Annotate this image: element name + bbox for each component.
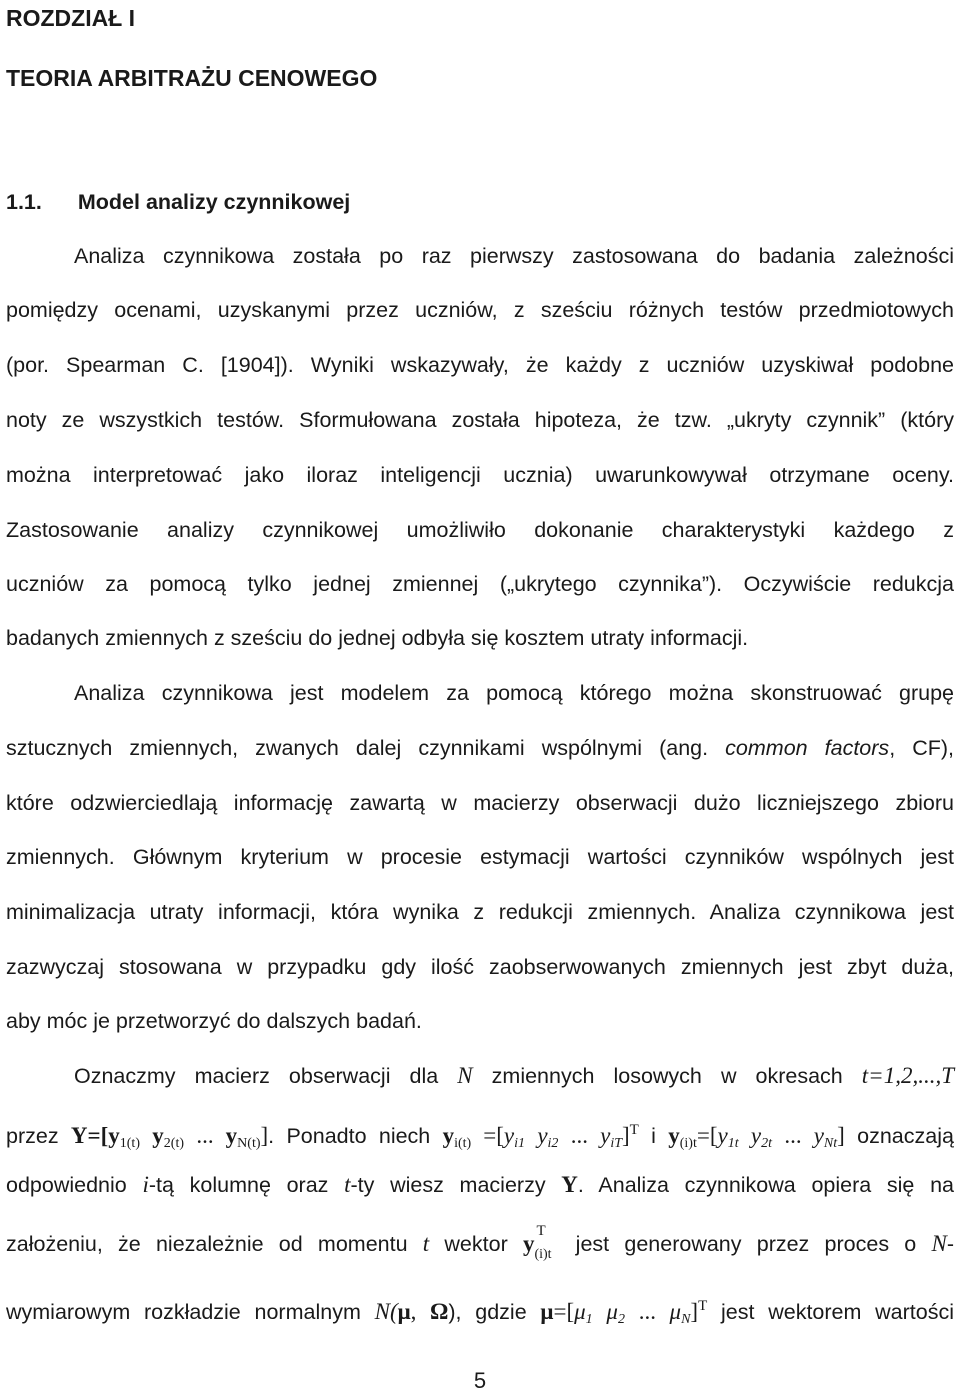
math-symbol: Y=[ — [70, 1123, 109, 1148]
paragraph-line: które odzwierciedlają informację zawartą w macierzy obserwacji dużo liczniejszego zbioru — [6, 791, 954, 815]
math-symbol: y — [442, 1123, 455, 1148]
math-subscript: 2 — [617, 1312, 625, 1327]
math-subscript: i1 — [514, 1136, 526, 1151]
math-line — [6, 1223, 954, 1262]
math-symbol: t — [422, 1231, 430, 1256]
math-subscript: N — [681, 1312, 691, 1327]
math-symbol: ] — [837, 1123, 845, 1148]
paragraph-line — [6, 734, 954, 762]
text-run: odpowiednio — [6, 1173, 143, 1197]
math-superscript: T — [536, 1223, 546, 1239]
text-run: . Analiza czynnikowa opiera się na — [577, 1173, 955, 1197]
math-subscript: 1 — [585, 1312, 593, 1327]
math-symbol: y — [522, 1231, 535, 1256]
paragraph-line: (por. Spearman C. [1904]). Wyniki wskazywały, że każdy z uczniów uzyskiwał podobne — [6, 353, 954, 377]
text-run: i — [638, 1124, 669, 1148]
math-symbol: y — [537, 1123, 548, 1148]
math-symbol: ] — [622, 1123, 630, 1148]
section-title: Model analizy czynnikowej — [77, 190, 351, 214]
math-symbol: t — [344, 1172, 351, 1197]
text-run: jest generowany przez proces o — [560, 1232, 932, 1256]
math-symbol: y — [600, 1123, 611, 1148]
paragraph-line: Analiza czynnikowa jest modelem za pomocą którego można skonstruować grupę — [74, 681, 954, 705]
text-run: ), gdzie — [448, 1300, 541, 1324]
math-line — [6, 1292, 954, 1334]
math-subscript: N(t) — [237, 1136, 261, 1151]
section-heading — [6, 188, 954, 216]
math-subscript: (i)t — [534, 1247, 552, 1262]
math-symbol: ... — [196, 1123, 226, 1148]
math-expression: t=1,2,...,T — [861, 1063, 954, 1088]
math-subscript: 1t — [727, 1136, 739, 1151]
math-symbol: N — [931, 1231, 947, 1256]
page-number: 5 — [473, 1368, 487, 1393]
paragraph-line: można interpretować jako iloraz inteligencji ucznia) uwarunkowywał otrzymane oceny. — [6, 463, 954, 487]
math-subscript: 2(t) — [163, 1136, 185, 1151]
math-subscript: (i)t — [679, 1136, 697, 1151]
text-run: wektor — [429, 1232, 523, 1256]
text-run: wymiarowym rozkładzie normalnym — [6, 1300, 375, 1324]
section-number: 1.1. — [6, 190, 42, 214]
text-run: . Ponadto niech — [268, 1124, 443, 1148]
math-symbol: =[ — [696, 1123, 718, 1148]
math-symbol: μ — [540, 1299, 554, 1324]
math-subscript: 1(t) — [119, 1136, 140, 1151]
math-symbol: , — [410, 1299, 430, 1324]
math-symbol: ] — [690, 1299, 699, 1324]
paragraph-line: noty ze wszystkich testów. Sformułowana została hipoteza, że tzw. „ukryty czynnik” (który — [6, 408, 954, 432]
text-run: -tą kolumnę oraz — [148, 1173, 345, 1197]
math-symbol: N( — [374, 1299, 398, 1324]
math-symbol: i — [142, 1172, 149, 1197]
math-symbol: y — [717, 1123, 728, 1148]
text-run: , CF), — [889, 736, 954, 760]
math-subscript: iT — [610, 1136, 622, 1151]
math-symbol: y — [225, 1123, 238, 1148]
paragraph-line: aby móc je przetworzyć do dalszych badań. — [6, 1009, 422, 1033]
math-symbol: =[ — [553, 1299, 575, 1324]
math-symbol: =[ — [471, 1123, 504, 1148]
math-line — [74, 1062, 954, 1090]
chapter-title: TEORIA ARBITRAŻU CENOWEGO — [6, 65, 378, 91]
math-symbol: ... — [638, 1299, 670, 1324]
paragraph-line: Analiza czynnikowa została po raz pierwszy zastosowana do badania zależności — [74, 244, 954, 268]
text-run: jest wektorem wartości — [707, 1300, 955, 1324]
math-subscript: i2 — [547, 1136, 559, 1151]
paragraph-line: badanych zmiennych z sześciu do jednej odbyła się kosztem utraty informacji. — [6, 626, 749, 650]
text-run: oznaczają — [844, 1124, 954, 1148]
math-symbol: μ — [397, 1299, 411, 1324]
paragraph-line: zazwyczaj stosowana w przypadku gdy ilość zaobserwowanych zmiennych jest zbyt duża, — [6, 955, 954, 979]
text-run: Oznaczmy macierz obserwacji dla — [74, 1064, 458, 1088]
italic-term: common factors — [725, 736, 890, 760]
paragraph-line: Zastosowanie analizy czynnikowej umożliwiło dokonanie charakterystyki każdego z — [6, 518, 954, 542]
text-run: - — [946, 1232, 954, 1256]
paragraph-line: uczniów za pomocą tylko jednej zmiennej („ukrytego czynnika”). Oczywiście redukcja — [6, 572, 954, 596]
paragraph-line: zmiennych. Głównym kryterium w procesie estymacji wartości czynników wspólnych jest — [6, 845, 954, 869]
text-run: sztucznych zmiennych, zwanych dalej czynnikami wspólnymi (ang. — [6, 736, 726, 760]
math-symbol: μ — [574, 1299, 586, 1324]
math-symbol: ... — [570, 1123, 601, 1148]
math-symbol: y — [813, 1123, 824, 1148]
text-run: zmiennych losowych w okresach — [472, 1064, 862, 1088]
math-line — [6, 1171, 954, 1199]
paragraph-line: minimalizacja utraty informacji, która wynika z redukcji zmiennych. Analiza czynnikowa jest — [6, 900, 954, 924]
math-superscript: T — [629, 1122, 639, 1138]
math-symbol: y — [750, 1123, 762, 1148]
math-subscript: 2t — [761, 1136, 773, 1151]
paragraph-line: pomiędzy ocenami, uzyskanymi przez uczniów, z sześciu różnych testów przedmiotowych — [6, 298, 954, 322]
math-superscript: T — [698, 1298, 708, 1314]
math-symbol: μ — [669, 1299, 682, 1324]
math-symbol: Ω — [429, 1299, 449, 1324]
math-symbol: y — [152, 1123, 164, 1148]
math-line — [6, 1116, 954, 1158]
math-symbol: μ — [606, 1299, 618, 1324]
text-run: -ty wiesz macierzy — [350, 1173, 562, 1197]
math-symbol: y — [503, 1123, 515, 1148]
text-run: przez — [6, 1124, 71, 1148]
text-run: założeniu, że niezależnie od momentu — [6, 1232, 423, 1256]
math-symbol: y — [668, 1123, 680, 1148]
math-symbol: N — [457, 1063, 473, 1088]
math-subscript: Nt — [823, 1136, 838, 1151]
math-symbol: ... — [784, 1123, 814, 1148]
math-symbol: y — [108, 1123, 120, 1148]
math-subscript: i(t) — [454, 1136, 472, 1151]
math-symbol: Y — [561, 1172, 578, 1197]
chapter-label: ROZDZIAŁ I — [6, 5, 136, 31]
math-symbol: ] — [260, 1123, 269, 1148]
